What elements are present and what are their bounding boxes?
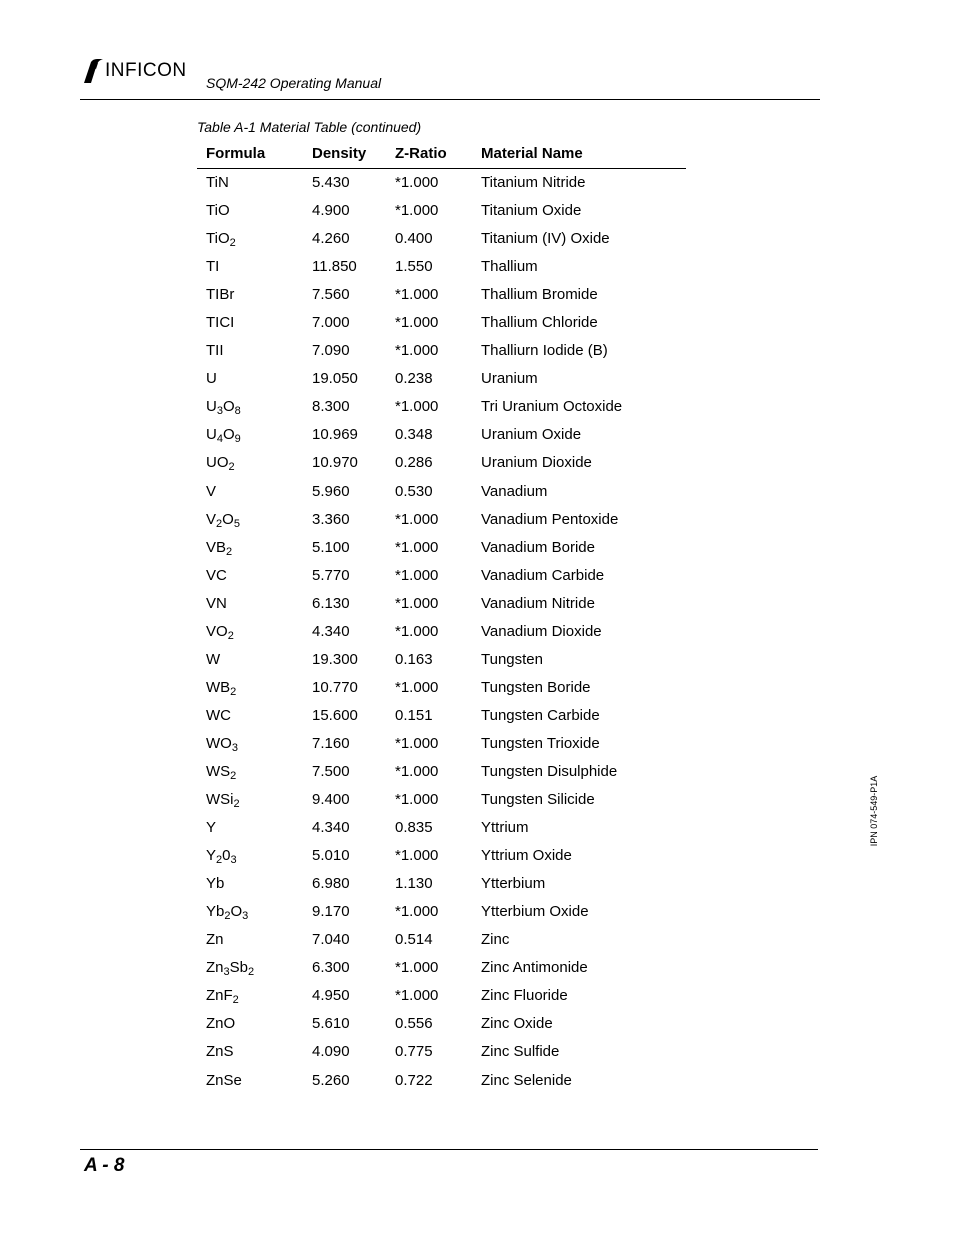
- z-ratio-cell: 0.348: [395, 426, 433, 444]
- formula-cell: [197, 426, 312, 444]
- formula-text: VO: [206, 622, 228, 640]
- table-row: [197, 954, 686, 982]
- formula-text: ZnO: [206, 1015, 236, 1033]
- table-row: [197, 702, 686, 730]
- z-ratio-cell: *1.000: [395, 398, 439, 416]
- table-row: [197, 870, 686, 898]
- formula-subscript: 3: [230, 854, 237, 867]
- z-ratio-cell: 0.286: [395, 454, 433, 472]
- formula-cell: [197, 370, 312, 388]
- table-row: [197, 197, 686, 225]
- table-row: [197, 478, 686, 506]
- formula-subscript: 9: [234, 433, 241, 446]
- density-cell: 4.340: [312, 622, 350, 640]
- formula-subscript: 3: [242, 910, 249, 923]
- z-ratio-cell: *1.000: [395, 510, 439, 528]
- formula-subscript: 2: [248, 966, 255, 979]
- density-cell: 7.500: [312, 763, 350, 780]
- table-row: [197, 842, 686, 870]
- formula-text: Yb: [206, 875, 225, 893]
- formula-cell: [197, 875, 312, 893]
- material-name-cell: Titanium Nitride: [481, 174, 586, 192]
- material-name-cell: Vanadium: [481, 482, 548, 500]
- material-name-cell: Tungsten Boride: [481, 678, 591, 696]
- formula-cell: [197, 454, 312, 472]
- z-ratio-cell: *1.000: [395, 959, 439, 977]
- material-name-cell: Uranium: [481, 370, 538, 388]
- material-name-cell: Vanadium Boride: [481, 538, 595, 556]
- formula-subscript: 3: [231, 741, 238, 754]
- z-ratio-cell: *1.000: [395, 734, 439, 752]
- material-name-cell: Tungsten Carbide: [481, 706, 600, 724]
- formula-cell: [197, 1043, 312, 1061]
- formula-cell: [197, 903, 312, 921]
- formula-cell: [197, 314, 312, 332]
- material-name-cell: Tri Uranium Octoxide: [481, 398, 623, 416]
- formula-text: O: [222, 510, 234, 528]
- formula-cell: [197, 342, 312, 360]
- table-row: [197, 646, 686, 674]
- density-cell: 7.000: [312, 314, 350, 332]
- formula-text: O: [222, 398, 235, 416]
- formula-cell: [197, 398, 312, 416]
- density-cell: 5.770: [312, 566, 350, 584]
- formula-subscript: 2: [216, 517, 223, 530]
- formula-text: U: [206, 370, 217, 388]
- z-ratio-cell: 1.550: [395, 258, 433, 276]
- inficon-logo-icon: [82, 59, 104, 83]
- density-cell: 8.300: [312, 398, 350, 416]
- density-cell: 5.100: [312, 538, 350, 556]
- formula-text: ZnSe: [206, 1071, 242, 1089]
- formula-cell: [197, 511, 312, 529]
- header-z-ratio: Z-Ratio: [395, 145, 447, 162]
- material-name-cell: Zinc: [481, 931, 510, 949]
- material-table: [197, 140, 686, 1095]
- formula-text: TiO: [206, 202, 230, 220]
- formula-cell: [197, 931, 312, 949]
- material-name-cell: Thalliurn Iodide (B): [481, 342, 608, 360]
- formula-cell: [197, 819, 312, 837]
- formula-subscript: 3: [223, 966, 230, 979]
- density-cell: 19.050: [312, 370, 358, 388]
- z-ratio-cell: 0.400: [395, 230, 433, 248]
- density-cell: 9.400: [312, 791, 350, 809]
- material-name-cell: Tungsten Silicide: [481, 791, 595, 809]
- header-material-name: Material Name: [481, 145, 583, 162]
- formula-cell: [197, 651, 312, 669]
- formula-text: W: [206, 650, 221, 668]
- density-cell: 5.260: [312, 1071, 350, 1089]
- material-name-cell: Zinc Sulfide: [481, 1043, 560, 1061]
- z-ratio-cell: 0.514: [395, 931, 433, 949]
- formula-subscript: 2: [216, 854, 223, 867]
- table-row: [197, 590, 686, 618]
- density-cell: 7.090: [312, 342, 350, 360]
- formula-text: TICI: [206, 314, 235, 332]
- table-row: [197, 225, 686, 253]
- formula-text: Zn: [206, 959, 224, 977]
- density-cell: 9.170: [312, 903, 350, 921]
- z-ratio-cell: 0.238: [395, 370, 433, 388]
- formula-subscript: 2: [230, 685, 237, 698]
- material-name-cell: Thallium Bromide: [481, 286, 598, 304]
- density-cell: 3.360: [312, 510, 350, 528]
- material-name-cell: Tungsten Trioxide: [481, 734, 600, 752]
- table-row: [197, 365, 686, 393]
- table-row: [197, 618, 686, 646]
- material-name-cell: Ytterbium: [481, 875, 546, 893]
- z-ratio-cell: 0.556: [395, 1015, 433, 1033]
- table-row: [197, 534, 686, 562]
- table-row: [197, 309, 686, 337]
- material-name-cell: Uranium Oxide: [481, 426, 582, 444]
- table-row: [197, 786, 686, 814]
- table-row: [197, 253, 686, 281]
- formula-cell: [197, 202, 312, 220]
- material-name-cell: Zinc Antimonide: [481, 959, 588, 977]
- density-cell: 5.430: [312, 174, 350, 192]
- formula-cell: [197, 763, 312, 781]
- z-ratio-cell: *1.000: [395, 903, 439, 921]
- table-row: [197, 926, 686, 954]
- formula-cell: [197, 707, 312, 725]
- table-row: [197, 393, 686, 421]
- table-row: [197, 1038, 686, 1066]
- material-name-cell: Thallium: [481, 258, 538, 276]
- z-ratio-cell: 0.835: [395, 819, 433, 837]
- formula-cell: [197, 1015, 312, 1033]
- formula-text: Yb: [206, 903, 225, 921]
- z-ratio-cell: 1.130: [395, 875, 433, 893]
- formula-cell: [197, 1072, 312, 1090]
- formula-cell: [197, 959, 312, 977]
- density-cell: 4.340: [312, 819, 350, 837]
- formula-text: TiN: [206, 174, 229, 192]
- formula-subscript: 2: [224, 910, 231, 923]
- density-cell: 10.770: [312, 678, 358, 696]
- material-name-cell: Tungsten: [481, 650, 543, 668]
- density-cell: 7.560: [312, 286, 350, 304]
- formula-text: Y: [206, 819, 217, 837]
- density-cell: 11.850: [312, 258, 357, 276]
- formula-cell: [197, 623, 312, 641]
- formula-cell: [197, 735, 312, 753]
- table-row: [197, 898, 686, 926]
- formula-text: WB: [206, 678, 231, 696]
- formula-text: WSi: [206, 791, 234, 809]
- z-ratio-cell: *1.000: [395, 202, 439, 220]
- formula-cell: [197, 258, 312, 276]
- table-row: [197, 982, 686, 1010]
- table-caption: Table A-1 Material Table (continued): [197, 119, 422, 135]
- formula-text: O: [230, 903, 243, 921]
- density-cell: 5.610: [312, 1015, 350, 1033]
- z-ratio-cell: *1.000: [395, 538, 439, 556]
- formula-text: TIBr: [206, 286, 235, 304]
- table-row: [197, 421, 686, 449]
- z-ratio-cell: *1.000: [395, 791, 439, 809]
- z-ratio-cell: *1.000: [395, 174, 439, 192]
- material-name-cell: Tungsten Disulphide: [481, 763, 618, 780]
- formula-cell: [197, 679, 312, 697]
- density-cell: 7.160: [312, 734, 350, 752]
- z-ratio-cell: *1.000: [395, 847, 439, 865]
- material-name-cell: Uranium Dioxide: [481, 454, 592, 472]
- formula-text: Zn: [206, 931, 224, 949]
- density-cell: 6.980: [312, 875, 350, 893]
- density-cell: 10.970: [312, 454, 358, 472]
- table-row: [197, 281, 686, 309]
- formula-text: UO: [206, 454, 229, 472]
- formula-cell: [197, 595, 312, 613]
- formula-subscript: 3: [216, 405, 223, 418]
- z-ratio-cell: *1.000: [395, 763, 439, 780]
- table-row: [197, 674, 686, 702]
- formula-text: VN: [206, 594, 227, 612]
- footer-rule: [80, 1149, 818, 1150]
- table-row: [197, 1010, 686, 1038]
- z-ratio-cell: *1.000: [395, 594, 439, 612]
- manual-title: SQM-242 Operating Manual: [206, 75, 382, 91]
- formula-cell: [197, 539, 312, 557]
- header-formula: Formula: [206, 145, 266, 162]
- table-row: [197, 814, 686, 842]
- density-cell: 15.600: [312, 706, 358, 724]
- formula-text: U: [206, 398, 217, 416]
- table-row: [197, 169, 686, 197]
- formula-text: WC: [206, 706, 231, 724]
- table-row: [197, 1067, 686, 1095]
- brand-name: INFICON: [105, 60, 187, 81]
- z-ratio-cell: 0.722: [395, 1071, 433, 1089]
- formula-cell: [197, 567, 312, 585]
- material-name-cell: Titanium Oxide: [481, 202, 582, 220]
- z-ratio-cell: 0.151: [395, 706, 433, 724]
- material-name-cell: Titanium (IV) Oxide: [481, 230, 610, 248]
- material-name-cell: Vanadium Pentoxide: [481, 510, 619, 528]
- formula-cell: [197, 286, 312, 304]
- table-row: [197, 562, 686, 590]
- formula-text: TII: [206, 342, 224, 360]
- formula-text: TiO: [206, 230, 230, 248]
- formula-text: V: [206, 510, 217, 528]
- formula-text: U: [206, 426, 217, 444]
- z-ratio-cell: 0.163: [395, 650, 433, 668]
- z-ratio-cell: 0.775: [395, 1043, 433, 1061]
- material-name-cell: Yttrium Oxide: [481, 847, 572, 865]
- density-cell: 4.950: [312, 987, 350, 1005]
- formula-subscript: 2: [226, 545, 233, 558]
- formula-text: ZnS: [206, 1043, 234, 1061]
- material-name-cell: Vanadium Dioxide: [481, 622, 602, 640]
- material-name-cell: Vanadium Carbide: [481, 566, 605, 584]
- formula-text: WS: [206, 763, 231, 780]
- density-cell: 4.090: [312, 1043, 350, 1061]
- formula-cell: [197, 174, 312, 192]
- z-ratio-cell: *1.000: [395, 342, 439, 360]
- z-ratio-cell: *1.000: [395, 678, 439, 696]
- formula-text: TI: [206, 258, 220, 276]
- header-rule: [80, 99, 820, 100]
- density-cell: 4.900: [312, 202, 350, 220]
- formula-cell: [197, 230, 312, 248]
- formula-text: ZnF: [206, 987, 233, 1005]
- formula-subscript: 8: [234, 405, 241, 418]
- material-name-cell: Zinc Fluoride: [481, 987, 568, 1005]
- z-ratio-cell: 0.530: [395, 482, 433, 500]
- density-cell: 5.010: [312, 847, 350, 865]
- material-name-cell: Thallium Chloride: [481, 314, 598, 332]
- table-row: [197, 506, 686, 534]
- formula-text: V: [206, 482, 217, 500]
- density-cell: 7.040: [312, 931, 350, 949]
- density-cell: 6.130: [312, 594, 350, 612]
- density-cell: 5.960: [312, 482, 350, 500]
- table-row: [197, 337, 686, 365]
- inficon-logo: [82, 58, 187, 84]
- formula-cell: [197, 483, 312, 501]
- formula-subscript: 5: [233, 517, 240, 530]
- table-body: [197, 169, 686, 1095]
- formula-text: Sb: [229, 959, 248, 977]
- formula-cell: [197, 791, 312, 809]
- material-name-cell: Vanadium Nitride: [481, 594, 595, 612]
- formula-subscript: 2: [228, 461, 235, 474]
- formula-subscript: 2: [232, 994, 239, 1007]
- page-number: A - 8: [84, 1155, 125, 1176]
- formula-subscript: 2: [230, 770, 237, 782]
- z-ratio-cell: *1.000: [395, 286, 439, 304]
- formula-text: 0: [222, 847, 231, 865]
- z-ratio-cell: *1.000: [395, 566, 439, 584]
- material-name-cell: Zinc Selenide: [481, 1071, 572, 1089]
- formula-text: WO: [206, 734, 232, 752]
- z-ratio-cell: *1.000: [395, 314, 439, 332]
- table-header: [197, 140, 686, 169]
- z-ratio-cell: *1.000: [395, 987, 439, 1005]
- formula-subscript: 2: [229, 237, 236, 250]
- material-name-cell: Yttrium: [481, 819, 529, 837]
- density-cell: 19.300: [312, 650, 358, 668]
- table-row: [197, 730, 686, 758]
- formula-text: O: [222, 426, 235, 444]
- table-row: [197, 449, 686, 477]
- formula-subscript: 2: [233, 798, 240, 811]
- formula-cell: [197, 987, 312, 1005]
- formula-text: VB: [206, 538, 227, 556]
- material-name-cell: Ytterbium Oxide: [481, 903, 589, 921]
- formula-cell: [197, 847, 312, 865]
- formula-subscript: 4: [216, 433, 223, 446]
- formula-subscript: 2: [227, 629, 234, 642]
- table-row: [197, 758, 686, 786]
- ipn-code: IPN 074-549-P1A: [869, 775, 879, 847]
- formula-text: VC: [206, 566, 227, 584]
- density-cell: 10.969: [312, 426, 358, 444]
- z-ratio-cell: *1.000: [395, 622, 439, 640]
- density-cell: 4.260: [312, 230, 350, 248]
- header-density: Density: [312, 145, 367, 162]
- material-name-cell: Zinc Oxide: [481, 1015, 553, 1033]
- density-cell: 6.300: [312, 959, 350, 977]
- formula-text: Y: [206, 847, 217, 865]
